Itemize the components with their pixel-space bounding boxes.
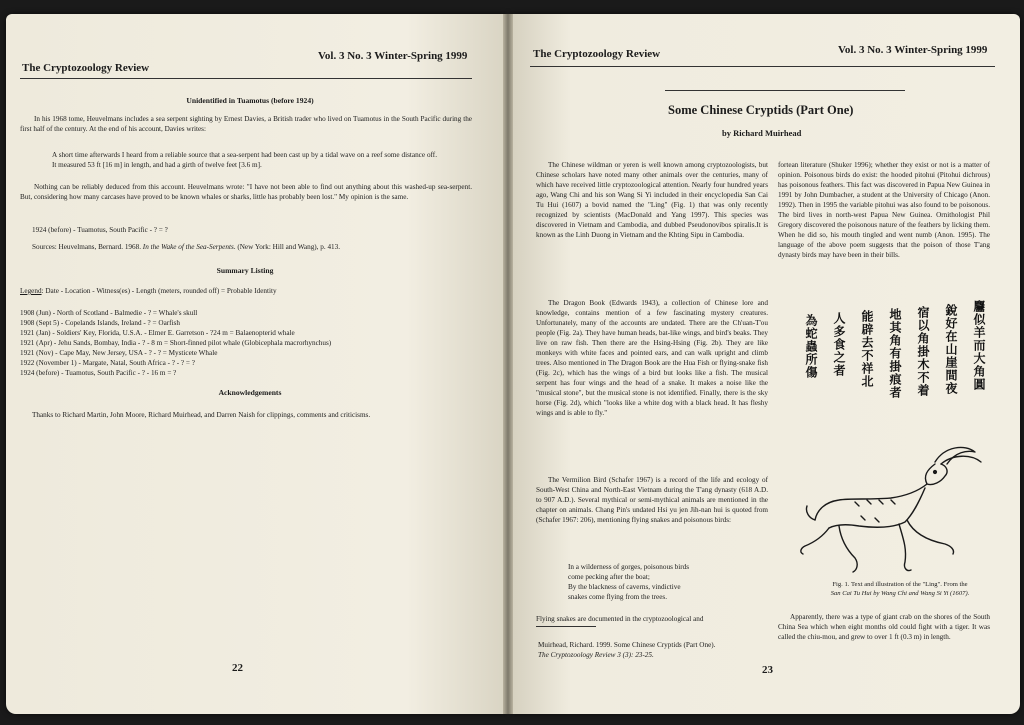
left-header-title: The Cryptozoology Review [22,62,150,74]
listing-item: 1921 (Nov) - Cape May, New Jersey, USA - ? - ? = Mysticete Whale [20,349,218,357]
summary-heading: Summary Listing [216,266,274,275]
flying-snakes-line [536,614,768,624]
citation-line-1: Muirhead, Richard. 1999. Some Chinese Cryptids (Part One). [538,641,716,649]
poem-line: snakes come flying from the trees. [568,593,667,601]
footnote-rule [536,626,596,627]
flying-snakes-text: Flying snakes [536,615,576,623]
chinese-column: 銳好在山崖間夜 [944,304,958,395]
listing-item: 1908 (Sept 5) - Copelands Islands, Ireland - ? = Oarfish [20,319,180,327]
listing-item: 1924 (before) - Tuamotus, South Pacific - ? - 16 m = ? [20,369,177,377]
chinese-column: 為蛇蟲所傷 [804,314,818,379]
listing-item: 1922 (November 1) - Margate, Natal, South Africa - ? - ? = ? [20,359,195,367]
left-header-rule [20,78,472,79]
col1-paragraph-2: The Dragon Book (Edwards 1943), a collection of Chinese lore and knowledge, contains mention of a few fascinating mystery creatures. Unfortunately, many of the accounts are undated. There are the Ch'uan-T'ou people (Fig. 2a). They have human heads, bat-like wings, and bird's beaks. They live on raw fish. Then there are the Hsing-Hsing (Fig. 2b). They are like monkeys with white faces and pointed ears, and can walk upright and climb trees. Also mentioned in The Dragon Book are the Hua Fish or flying-snake fish (Fig. 2c), which has the wings of a bird but looks like a fish. The musical serpent has four wings and the head of a snake. It makes a noise like the "musical stone", but the musical stone is not identified. Finally, there is the sky horse (Fig. 2d), which "looks like a white dog with a black head. It has fleshy wings and is able to fly." [536,299,768,417]
chinese-column: 人多食之者 [832,312,846,377]
chinese-column: 麢似羊而大角圓 [972,300,986,391]
left-page-number: 22 [232,662,243,674]
sources-suffix: . (New York: Hill and Wang), p. 413. [233,243,341,251]
poem-line: come pecking after the boat; [568,573,650,581]
summary-listings [20,308,472,378]
figure-caption-line-1: Fig. 1. Text and illustration of the "Ling". From the [832,581,968,588]
chinese-column: 地其角有掛痕者 [888,308,902,399]
col2-paragraph-1: fortean literature (Shuker 1996); whether they exist or not is a matter of opinion. Poisonous birds do exist: the hooded pitohui (Pitohui dichrous) has poisonous feathers. This fact was discovered in Papua New Guinea in 1991 by John Dumbacher, a student at the University of Chicago (Anon. 1992). Then in 1995 the variable pitohui was also found to be poisonous. The bird lives in north-west Papua New Guinea. Ornithologist Phil Gregory discovered the poisonous nature of the feathers by licking them. When he did so, his mouth tingled and went numb (Anon. 1995). The language of the above poem suggests that the poison of those T'ang dynasty birds may have been in their bills. [778,161,990,259]
chinese-column: 能辟去不祥北 [860,310,874,388]
flying-snakes-rest: are documented in the cryptozoological and [575,615,704,623]
sources-line [32,242,472,252]
right-page-number: 23 [762,664,773,676]
title-rule [665,90,905,91]
entry-line: 1924 (before) - Tuamotus, South Pacific - ? = ? [32,226,168,234]
sources-title: In the Wake of the Sea-Serpents [142,243,234,251]
citation-line-2: The Cryptozoology Review 3 (3): 23-25. [538,651,654,659]
poem-block [568,562,768,602]
listing-item: 1921 (Jan) - Soldiers' Key, Florida, U.S.A. - Elmer E. Garretson - ?24 m = Balaenopterid whale [20,329,295,337]
col1-paragraph-3: The Vermilion Bird (Schafer 1967) is a record of the life and ecology of South-West China and North-East Vietnam during the T'ang dynasty (618 A.D. to 907 A.D.). Several mythical or semi-mythical animals are mentioned in the chapter on animals. Chang Pin's undated Hsi yu jen Jih-nan hui is quoted from (Schafer 1967: 206), mentioning flying snakes and poisonous birds: [536,476,768,524]
paragraph-2: Nothing can be reliably deduced from this account. Heuvelmans wrote: "I have not been able to find out anything about this washed-up sea-serpent. But, considering how many carcases have proved to be known whales or sharks, little has probably been lost." My opinion is the same. [20,183,472,201]
col2-paragraph-2: Apparently, there was a type of giant crab on the shores of the South China Sea which when eight months old could fight with a tiger. It was called the chiu-mou, and grew to over 1 ft (0.3 m) in length. [778,613,990,641]
book-gutter [503,14,513,714]
legend-line [20,286,472,296]
legend-label: Legend [20,287,42,295]
right-header-title: The Cryptozoology Review [533,48,661,60]
listing-item: 1908 (Jun) - North of Scotland - Balmedie - ? = Whale's skull [20,309,198,317]
listing-item: 1921 (Apr) - Jehu Sands, Bombay, India - ? - 8 m = Short-finned pilot whale (Globicephala macrorhynchus) [20,339,332,347]
quote-block: A short time afterwards I heard from a reliable source that a sea-serpent had been cast up by a tidal wave on a reef some distance off. It measured 53 ft [16 m] in length, and had a girth of twelve feet [3.6 m]. [52,151,437,169]
article-author: by Richard Muirhead [722,128,802,138]
ack-heading: Acknowledgements [218,388,282,397]
legend-text: : Date - Location - Witness(es) - Length (meters, rounded off) = Probable Identity [41,287,277,295]
ack-text: Thanks to Richard Martin, John Moore, Richard Muirhead, and Darren Naish for clippings, comments and criticisms. [32,411,371,419]
right-header-rule [530,66,995,67]
left-header-issue: Vol. 3 No. 3 Winter-Spring 1999 [318,50,468,62]
col1-paragraph-1: The Chinese wildman or yeren is well known among cryptozoologists, but Chinese scholars have noted many other animals over the centuries, many of which have received little cryptozoological attention. Nearly four hundred years ago, Wang Chi and his son Wang Si Yi included in their encyclopedia San Cai Tu Hui (1607) a bovid named the "Ling" (Fig. 1) that was only recently recognized by scientists (MacDonald and Yang 1997). This species was discovered in Vietnam and Cambodia, and dubbed Pseudonovibos spiralis.It is known as the Linh Duong in Vietnam and the Khting Sipu in Cambodia. [536,161,768,239]
chinese-column: 宿以角掛木不着 [916,306,930,397]
figure-caption-line-2: San Cai Tu Hui by Wang Chi and Wang Si Yi (1607). [830,590,970,597]
sources-prefix: Sources: Heuvelmans, Bernard. 1968. [32,243,143,251]
poem-line: By the blackness of caverns, vindictive [568,583,681,591]
figure-caption [800,580,1000,598]
section-heading: Unidentified in Tuamotus (before 1924) [186,96,314,105]
paragraph-1: In his 1968 tome, Heuvelmans includes a sea serpent sighting by Ernest Davies, a British trader who lived on Tuamotus in the South Pacific during the first half of the century. At the end of his account, Davies writes: [20,115,472,133]
article-title: Some Chinese Cryptids (Part One) [668,103,854,117]
citation [538,640,770,660]
poem-line: In a wilderness of gorges, poisonous birds [568,563,690,571]
chinese-text-block [795,300,995,400]
ling-illustration [795,440,995,580]
right-header-issue: Vol. 3 No. 3 Winter-Spring 1999 [838,44,988,56]
